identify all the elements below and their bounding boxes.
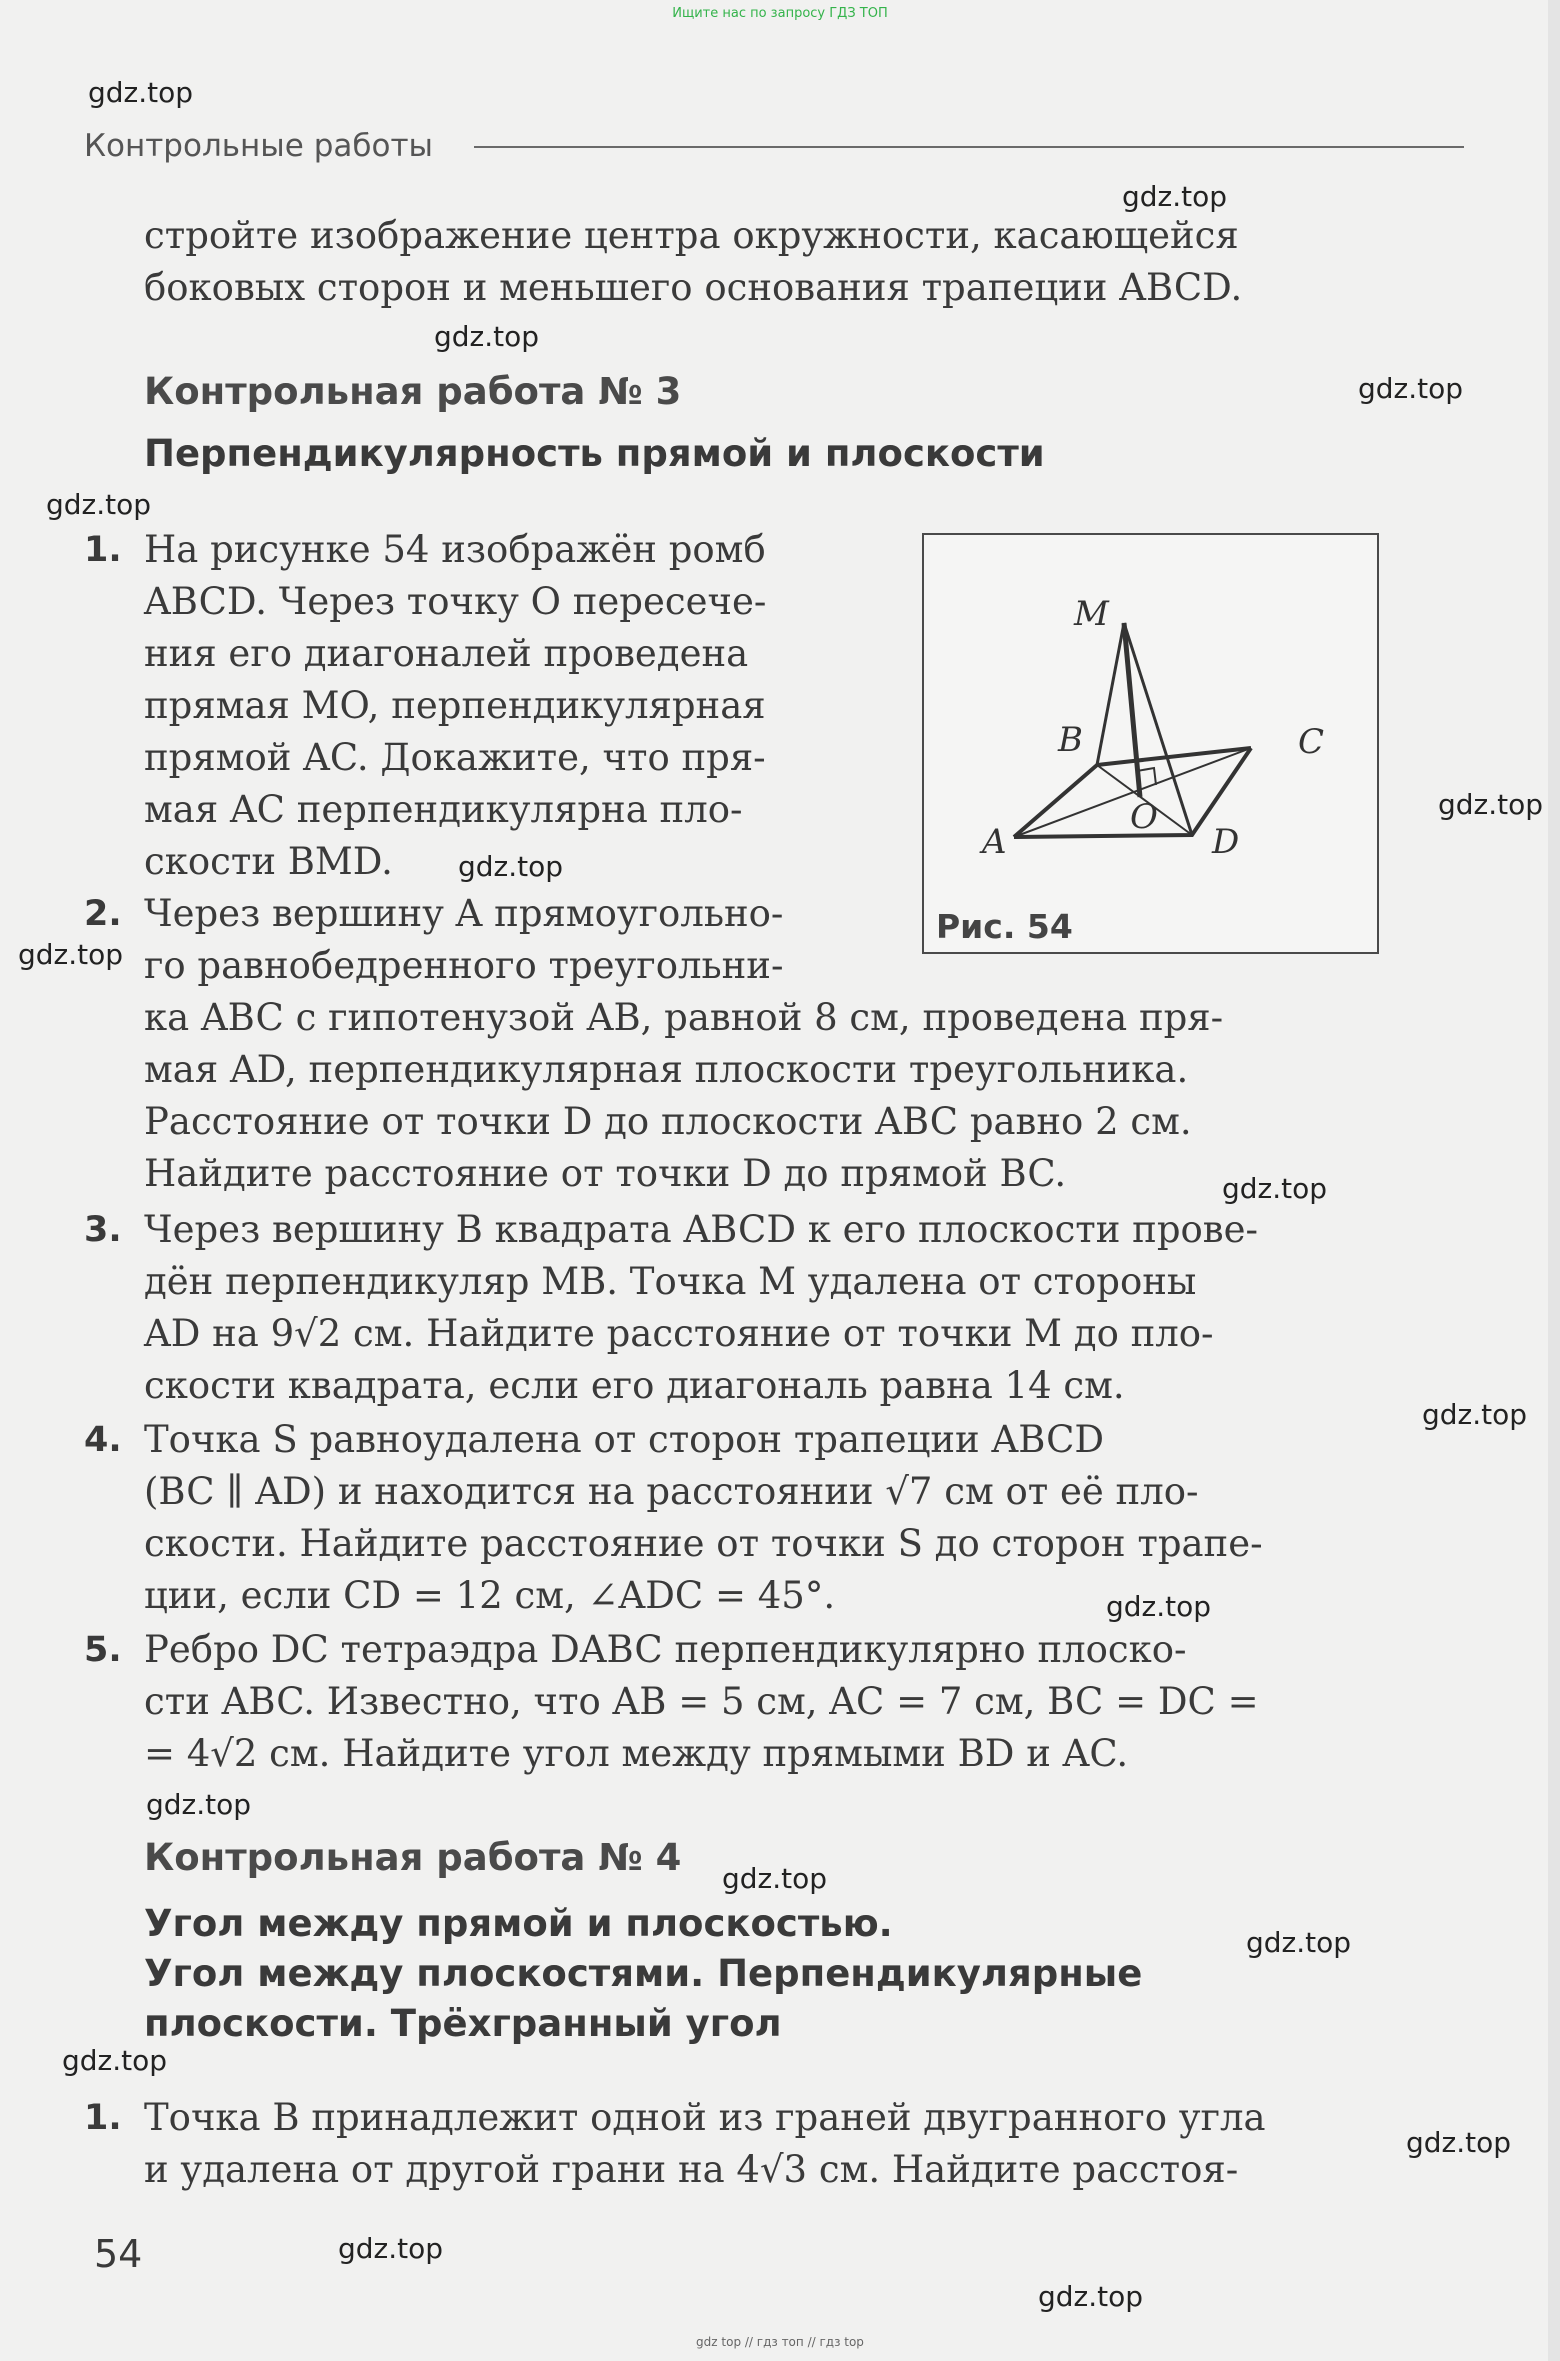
text-line: прямой AC. Докажите, что пря- [144, 736, 766, 779]
section-title: Угол между плоскостями. Перпендикулярные [144, 1952, 1143, 1995]
running-title: Контрольные работы [84, 128, 433, 164]
watermark: gdz.top [458, 850, 564, 883]
section-title: Перпендикулярность прямой и плоскости [144, 432, 1045, 475]
text-line: ции, если CD = 12 см, ∠ADC = 45°. [144, 1574, 836, 1617]
page-number: 54 [94, 2232, 143, 2276]
label-b: B [1058, 720, 1083, 760]
watermark: gdz.top [434, 320, 540, 353]
watermark: gdz.top [1122, 180, 1228, 213]
watermark: gdz.top [146, 1788, 252, 1821]
watermark: gdz.top [46, 488, 152, 521]
text-line: = 4√2 см. Найдите угол между прямыми BD и AC. [144, 1732, 1129, 1775]
problem-number: 1. [84, 2098, 122, 2138]
text-line: Найдите расстояние от точки D до прямой BC. [144, 1152, 1067, 1195]
text-line: боковых сторон и меньшего основания трапеции ABCD. [144, 266, 1243, 309]
label-o: O [1130, 797, 1158, 837]
section-title: Угол между прямой и плоскостью. [144, 1902, 893, 1945]
watermark: gdz.top [18, 938, 124, 971]
text-line: Через вершину B квадрата ABCD к его плоскости прове- [144, 1208, 1259, 1251]
problem-number: 1. [84, 530, 122, 570]
text-line: AD на 9√2 см. Найдите расстояние от точки M до пло- [144, 1312, 1214, 1355]
text-line: Ребро DC тетраэдра DABC перпендикулярно плоско- [144, 1628, 1187, 1671]
text-line: На рисунке 54 изображён ромб [144, 528, 766, 571]
watermark: gdz.top [1422, 1398, 1528, 1431]
text-line: скости квадрата, если его диагональ равна 14 см. [144, 1364, 1125, 1407]
watermark: gdz.top [1038, 2280, 1144, 2313]
problem-number: 2. [84, 894, 122, 934]
section-heading: Контрольная работа № 4 [144, 1836, 682, 1879]
text-line: Расстояние от точки D до плоскости ABC равно 2 см. [144, 1100, 1192, 1143]
watermark: gdz.top [1246, 1926, 1352, 1959]
figure-54 [922, 533, 1379, 954]
bottom-note: gdz top // гдз топ // гдз top [696, 2335, 864, 2349]
header-rule [474, 146, 1464, 148]
section-heading: Контрольная работа № 3 [144, 370, 682, 413]
top-search-note: Ищите нас по запросу ГДЗ ТОП [672, 6, 888, 21]
watermark: gdz.top [1406, 2126, 1512, 2159]
text-line: стройте изображение центра окружности, касающейся [144, 214, 1239, 257]
text-line: Через вершину A прямоугольно- [144, 892, 784, 935]
rhombus-pyramid-diagram [924, 535, 1377, 952]
page-edge [1548, 0, 1560, 2361]
watermark: gdz.top [1438, 788, 1544, 821]
text-line: дён перпендикуляр MB. Точка M удалена от стороны [144, 1260, 1197, 1303]
text-line: мая AD, перпендикулярная плоскости треугольника. [144, 1048, 1189, 1091]
watermark: gdz.top [722, 1862, 828, 1895]
text-line: ABCD. Через точку O пересече- [144, 580, 767, 623]
watermark: gdz.top [62, 2044, 168, 2077]
label-d: D [1212, 822, 1240, 862]
watermark: gdz.top [1222, 1172, 1328, 1205]
text-line: мая AC перпендикулярна пло- [144, 788, 743, 831]
watermark: gdz.top [338, 2232, 444, 2265]
text-line: скости BMD. [144, 840, 393, 883]
watermark: gdz.top [1106, 1590, 1212, 1623]
text-line: Точка S равноудалена от сторон трапеции ABCD [144, 1418, 1105, 1461]
label-c: C [1298, 722, 1325, 762]
text-line: и удалена от другой грани на 4√3 см. Найдите расстоя- [144, 2148, 1239, 2191]
text-line: сти ABC. Известно, что AB = 5 см, AC = 7 см, BC = DC = [144, 1680, 1259, 1723]
problem-number: 3. [84, 1210, 122, 1250]
text-line: скости. Найдите расстояние от точки S до сторон трапе- [144, 1522, 1263, 1565]
text-line: (BC ∥ AD) и находится на расстоянии √7 см от её пло- [144, 1470, 1199, 1513]
text-line: го равнобедренного треугольни- [144, 944, 784, 987]
text-line: ка ABC с гипотенузой AB, равной 8 см, проведена пря- [144, 996, 1224, 1039]
text-line: Точка B принадлежит одной из граней двугранного угла [144, 2096, 1266, 2139]
figure-caption: Рис. 54 [936, 907, 1073, 946]
problem-number: 5. [84, 1630, 122, 1670]
watermark: gdz.top [1358, 372, 1464, 405]
problem-number: 4. [84, 1420, 122, 1460]
edge-mb [1097, 623, 1124, 765]
section-title: плоскости. Трёхгранный угол [144, 2002, 782, 2045]
text-line: ния его диагоналей проведена [144, 632, 749, 675]
text-line: прямая MO, перпендикулярная [144, 684, 766, 727]
label-a: A [982, 822, 1007, 862]
label-m: M [1074, 594, 1109, 634]
watermark: gdz.top [88, 76, 194, 109]
page-header [84, 128, 1384, 168]
